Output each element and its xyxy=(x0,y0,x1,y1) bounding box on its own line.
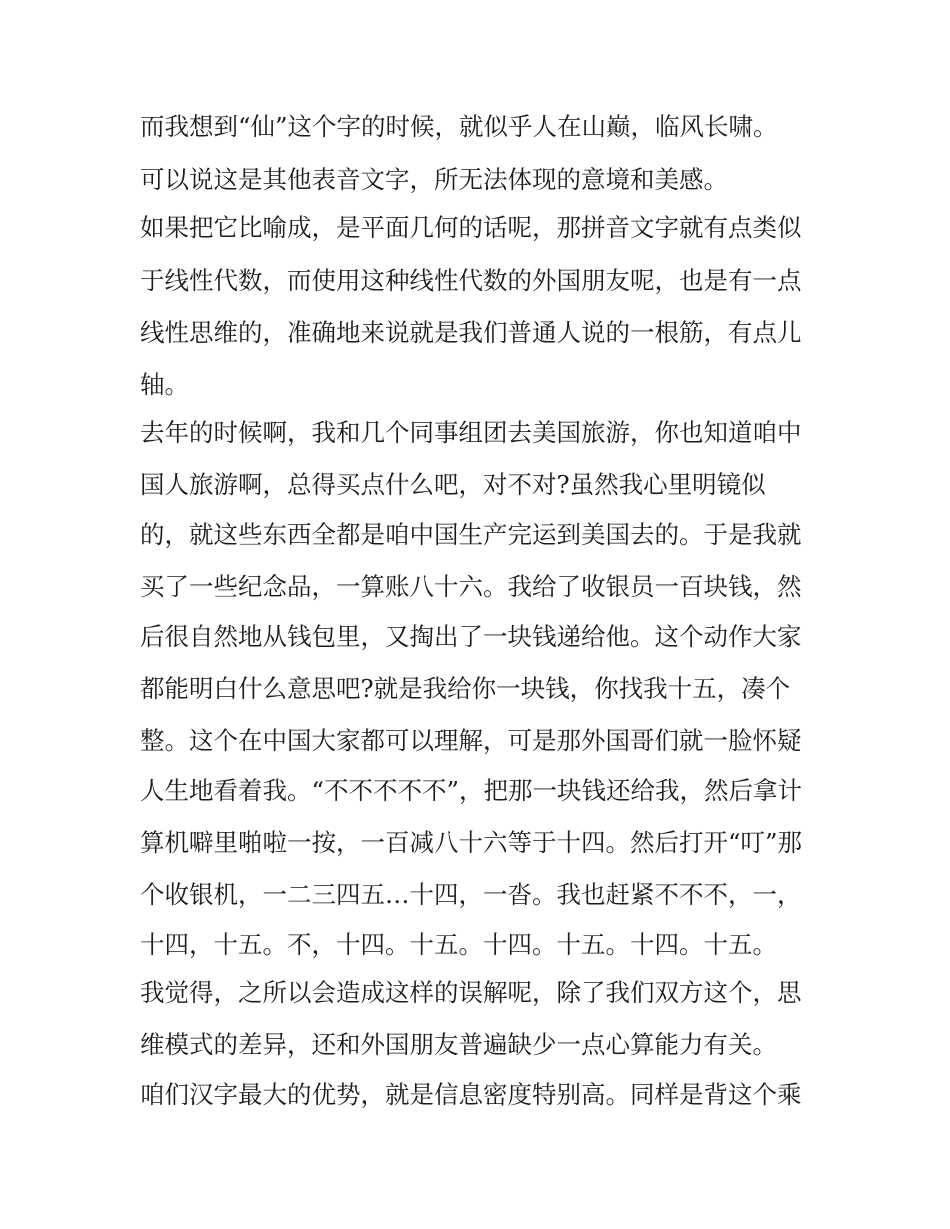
text-line: 的，就这些东西全都是咱中国生产完运到美国去的。于是我就 xyxy=(140,520,802,549)
text-line: 后很自然地从钱包里，又掏出了一块钱递给他。这个动作大家 xyxy=(140,622,802,651)
text-line: 人生地看着我。“不不不不不”，把那一块钱还给我，然后拿计 xyxy=(140,776,803,805)
text-line: 可以说这是其他表音文字，所无法体现的意境和美感。 xyxy=(140,165,728,194)
text-line: 十四，十五。不，十四。十五。十四。十五。十四。十五。 xyxy=(140,930,777,959)
text-line: 我觉得，之所以会造成这样的误解呢，除了我们双方这个，思 xyxy=(140,978,802,1007)
text-line: 而我想到“仙”这个字的时候，就似乎人在山巅，临风长啸。 xyxy=(140,112,778,141)
text-line: 轴。 xyxy=(140,370,189,399)
text-line: 都能明白什么意思吧?就是我给你一块钱，你找我十五，凑个 xyxy=(140,674,791,703)
text-line: 维模式的差异，还和外国朋友普遍缺少一点心算能力有关。 xyxy=(140,1030,777,1059)
text-line: 于线性代数，而使用这种线性代数的外国朋友呢，也是有一点 xyxy=(140,266,802,295)
text-line: 整。这个在中国大家都可以理解，可是那外国哥们就一脸怀疑 xyxy=(140,726,802,755)
text-line: 咱们汉字最大的优势，就是信息密度特别高。同样是背这个乘 xyxy=(140,1080,802,1109)
text-line: 去年的时候啊，我和几个同事组团去美国旅游，你也知道咱中 xyxy=(140,418,802,447)
text-line: 国人旅游啊，总得买点什么吧，对不对?虽然我心里明镜似 xyxy=(140,470,766,499)
text-line: 买了一些纪念品，一算账八十六。我给了收银员一百块钱，然 xyxy=(140,572,802,601)
text-line: 个收银机，一二三四五…十四，一沓。我也赶紧不不不，一， xyxy=(140,880,802,909)
text-line: 线性思维的，准确地来说就是我们普通人说的一根筋，有点儿 xyxy=(140,318,802,347)
text-line: 如果把它比喻成，是平面几何的话呢，那拼音文字就有点类似 xyxy=(140,213,802,242)
text-line: 算机噼里啪啦一按，一百减八十六等于十四。然后打开“叮”那 xyxy=(140,828,803,857)
